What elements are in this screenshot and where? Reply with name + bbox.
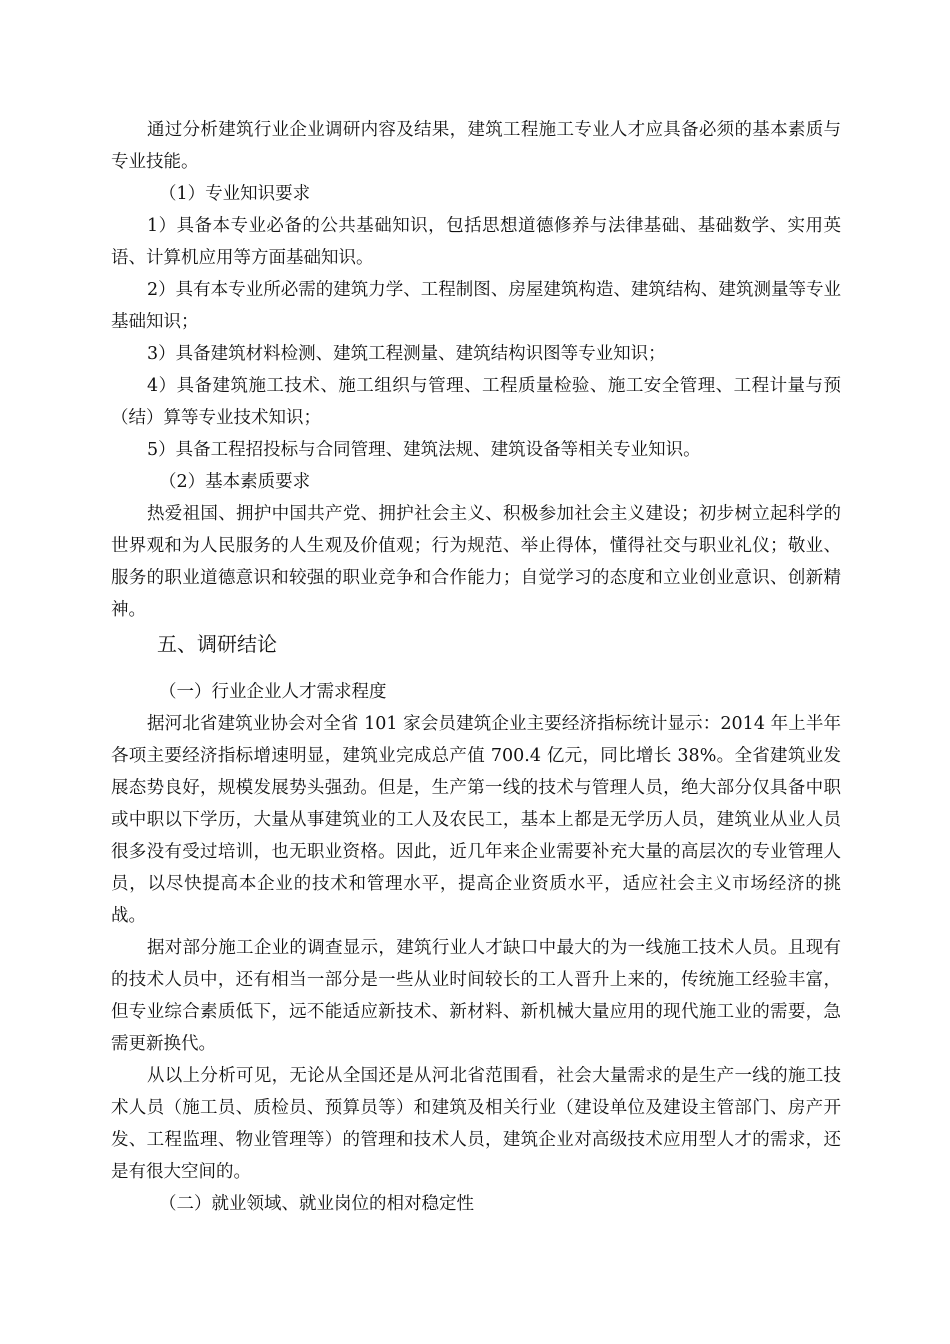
demand-paragraph-3: 从以上分析可见，无论从全国还是从河北省范围看，社会大量需求的是生产一线的施工技术人员（施工员、质检员、预算员等）和建筑及相关行业（建设单位及建设主管部门、房产开发、工程监理、物业管理等）的管理和技术人员，建筑企业对高级技术应用型人才的需求，还是有很大空间的。 bbox=[111, 1066, 841, 1182]
section-heading-conclusion: 五、调研结论 bbox=[157, 632, 277, 656]
demand-paragraph-1: 据河北省建筑业协会对全省 101 家会员建筑企业主要经济指标统计显示：2014 年上半年各项主要经济指标增速明显，建筑业完成总产值 700.4 亿元，同比增长 38%。全省建筑业发展态势良好，规模发展势头强劲。但是，生产第一线的技术与管理人员，绝大部分仅具备中职或中职以下学历，大量从事建筑业的工人及农民工，基本上都是无学历人员，建筑业从业人员很多没有受过培训，也无职业资格。因此，近几年来企业需要补充大量的高层次的专业管理人员，以尽快提高本企业的技术和管理水平，提高企业资质水平，适应社会主义市场经济的挑战。 bbox=[111, 714, 841, 926]
knowledge-item-4: 4）具备建筑施工技术、施工组织与管理、工程质量检验、施工安全管理、工程计量与预（结）算等专业技术知识； bbox=[111, 376, 841, 428]
intro-paragraph: 通过分析建筑行业企业调研内容及结果，建筑工程施工专业人才应具备必须的基本素质与专业技能。 bbox=[111, 120, 841, 172]
knowledge-item-2: 2）具有本专业所必需的建筑力学、工程制图、房屋建筑构造、建筑结构、建筑测量等专业基础知识； bbox=[111, 280, 841, 332]
demand-paragraph-2: 据对部分施工企业的调查显示，建筑行业人才缺口中最大的为一线施工技术人员。且现有的技术人员中，还有相当一部分是一些从业时间较长的工人晋升上来的，传统施工经验丰富，但专业综合素质低下，远不能适应新技术、新材料、新机械大量应用的现代施工业的需要，急需更新换代。 bbox=[111, 938, 841, 1054]
quality-paragraph: 热爱祖国、拥护中国共产党、拥护社会主义、积极参加社会主义建设；初步树立起科学的世界观和为人民服务的人生观及价值观；行为规范、举止得体，懂得社交与职业礼仪；敬业、服务的职业道德意识和较强的职业竞争和合作能力；自觉学习的态度和立业创业意识、创新精神。 bbox=[111, 504, 841, 620]
knowledge-item-5: 5）具备工程招投标与合同管理、建筑法规、建筑设备等相关专业知识。 bbox=[147, 440, 701, 460]
subheading-demand: （一）行业企业人才需求程度 bbox=[159, 682, 387, 702]
subheading-quality: （2）基本素质要求 bbox=[159, 472, 311, 492]
subheading-knowledge: （1）专业知识要求 bbox=[159, 184, 311, 204]
subheading-employment: （二）就业领域、就业岗位的相对稳定性 bbox=[159, 1194, 474, 1214]
knowledge-item-3: 3）具备建筑材料检测、建筑工程测量、建筑结构识图等专业知识； bbox=[147, 344, 666, 364]
knowledge-item-1: 1）具备本专业必备的公共基础知识，包括思想道德修养与法律基础、基础数学、实用英语、计算机应用等方面基础知识。 bbox=[111, 216, 841, 268]
